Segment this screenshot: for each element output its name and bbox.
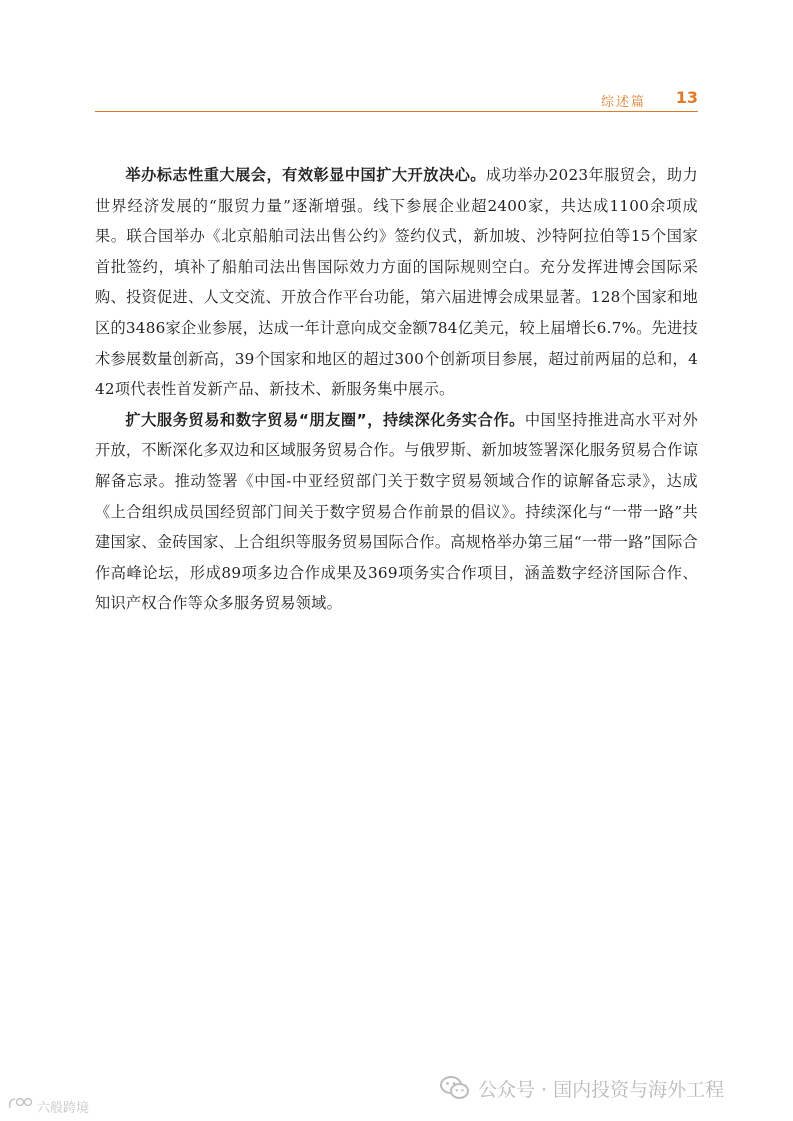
corner-watermark-text: 六般跨境	[37, 1100, 90, 1116]
wechat-icon	[440, 1075, 470, 1101]
watermark-text: 公众号 · 国内投资与海外工程	[478, 1078, 725, 1101]
paragraph-exhibitions	[95, 160, 698, 405]
paragraph-lead: 扩大服务贸易和数字贸易“朋友圈”，持续深化务实合作。	[125, 410, 525, 429]
article-body	[95, 160, 698, 619]
paragraph-text: 成功举办2023年服贸会，助力世界经济发展的“服贸力量”逐渐增强。线下参展企业超2400家，共达成1100余项成果。联合国举办《北京船舶司法出售公约》签约仪式，新加坡、沙特阿拉伯等15个国家首批签约，填补了船舶司法出售国际效力方面的国际规则空白。充分发挥进博会国际采购、投资促进、人文交流、开放合作平台功能，第六届进博会成果显著。128个国家和地区的3486家企业参展，达成一年计意向成交金额784亿美元，较上届增长6.7%。先进技术参展数量创新高，39个国家和地区的超过300个创新项目参展，超过前两届的总和，442项代表性首发新产品、新技术、新服务集中展示。	[95, 166, 698, 399]
running-header	[95, 88, 698, 112]
paragraph-text: 中国坚持推进高水平对外开放，不断深化多双边和区域服务贸易合作。与俄罗斯、新加坡签署深化服务贸易合作谅解备忘录。推动签署《中国-中亚经贸部门关于数字贸易领域合作的谅解备忘录》，达成《上合组织成员国经贸部门间关于数字贸易合作前景的倡议》。持续深化与“一带一路”共建国家、金砖国家、上合组织等服务贸易国际合作。高规格举办第三届“一带一路”国际合作高峰论坛，形成89项多边合作成果及369项务实合作项目，涵盖数字经济国际合作、知识产权合作等众多服务贸易领域。	[95, 410, 699, 613]
paragraph-cooperation	[95, 405, 698, 619]
brand-logo-icon	[6, 1096, 34, 1116]
header-divider	[95, 111, 698, 112]
paragraph-lead: 举办标志性重大展会，有效彰显中国扩大开放决心。	[125, 166, 486, 184]
page-number: 13	[675, 88, 698, 107]
corner-watermark	[6, 1096, 89, 1116]
header-section-title: 综述篇	[600, 95, 646, 110]
account-watermark	[440, 1074, 724, 1102]
